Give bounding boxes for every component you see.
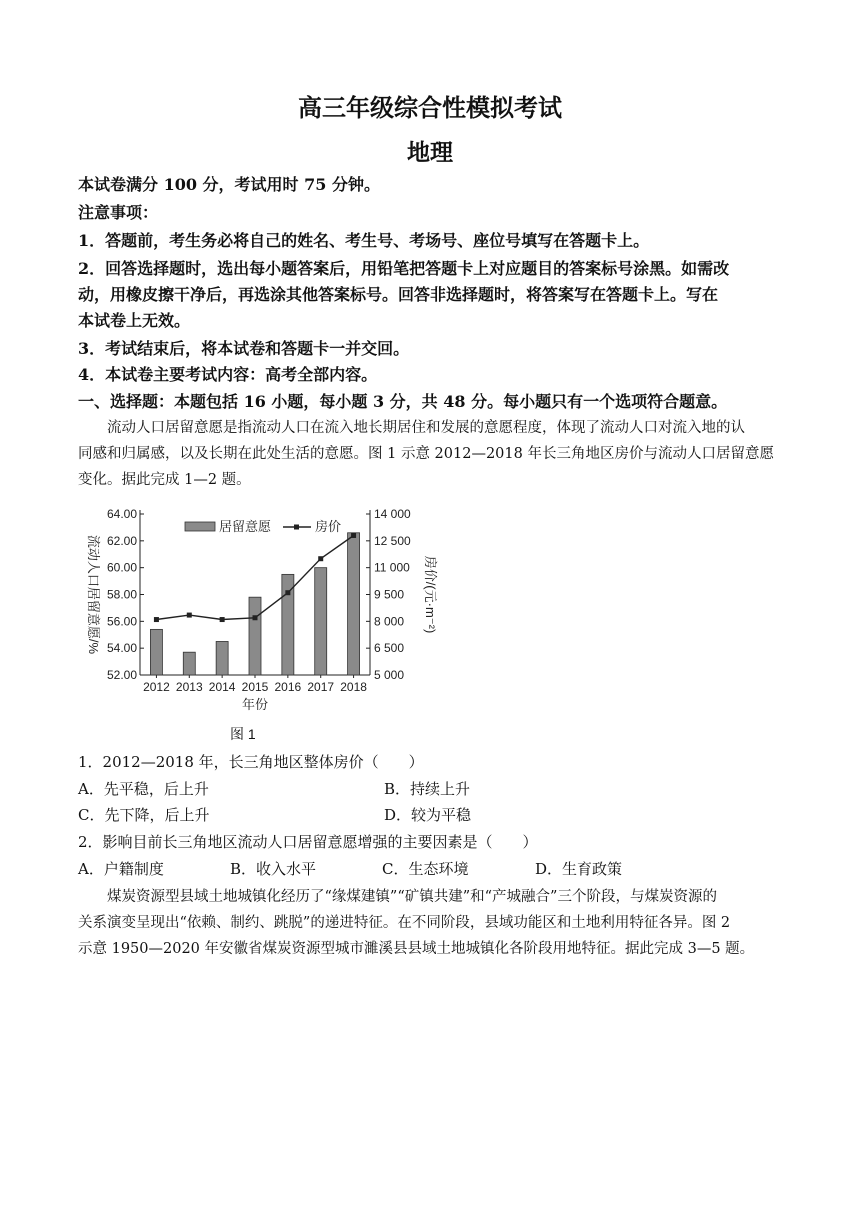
y-left-tick-label: 58.00 bbox=[106, 587, 137, 602]
notice-item-2-end: 本试卷上无效。 bbox=[78, 311, 191, 330]
bar-2016 bbox=[282, 574, 294, 675]
price-point-2015 bbox=[253, 615, 258, 620]
q2-option-a[interactable]: A．户籍制度 bbox=[78, 860, 164, 878]
bar-2013 bbox=[183, 652, 195, 675]
y-left-tick-label: 62.00 bbox=[106, 533, 137, 548]
passage2-line-2: 关系演变呈现出“依赖、制约、跳脱”的递进特征。在不同阶段，县域功能区和土地利用特征各异。图 2 bbox=[78, 915, 731, 931]
legend-line-marker bbox=[294, 525, 299, 530]
section-heading: 一、选择题：本题包括 16 小题，每小题 3 分，共 48 分。每小题只有一个选项符合题意。 bbox=[78, 392, 728, 411]
y-right-tick-label: 9 500 bbox=[374, 587, 405, 602]
notice-heading: 注意事项： bbox=[78, 203, 159, 222]
bar-2017 bbox=[315, 568, 327, 675]
q1-option-b[interactable]: B．持续上升 bbox=[384, 780, 471, 798]
chart-svg bbox=[80, 500, 440, 715]
y-right-tick-label: 12 500 bbox=[374, 533, 411, 548]
price-point-2017 bbox=[318, 556, 323, 561]
bar-2014 bbox=[216, 641, 228, 675]
legend-line-label: 房价 bbox=[315, 519, 342, 534]
subject-title: 地理 bbox=[407, 139, 453, 166]
x-tick-label-2012: 2012 bbox=[143, 680, 170, 694]
y-left-axis-label: 流动人口居留意愿/% bbox=[86, 534, 101, 655]
q2-option-d[interactable]: D．生育政策 bbox=[535, 860, 623, 878]
y-right-axis-label: 房价/(元·m⁻²) bbox=[423, 555, 438, 634]
q1-option-a[interactable]: A．先平稳，后上升 bbox=[78, 780, 209, 798]
figure-1-caption: 图 1 bbox=[230, 726, 256, 742]
notice-item-4: 4．本试卷主要考试内容：高考全部内容。 bbox=[78, 365, 378, 384]
x-axis-label: 年份 bbox=[241, 697, 269, 712]
legend-bar-label: 居留意愿 bbox=[219, 519, 272, 534]
bar-2015 bbox=[249, 597, 261, 675]
x-tick-label-2016: 2016 bbox=[274, 680, 302, 694]
x-tick-label-2013: 2013 bbox=[175, 680, 203, 694]
question-2-stem: 2．影响目前长三角地区流动人口居留意愿增强的主要因素是（ ） bbox=[78, 833, 538, 851]
x-tick-label-2018: 2018 bbox=[340, 680, 367, 694]
bar-2012 bbox=[150, 629, 162, 675]
y-right-tick-label: 11 000 bbox=[374, 560, 410, 575]
y-left-tick-label: 54.00 bbox=[106, 641, 137, 656]
passage1-line-1: 流动人口居留意愿是指流动人口在流入地长期居住和发展的意愿程度，体现了流动人口对流入地的认 bbox=[107, 420, 745, 436]
price-point-2016 bbox=[285, 590, 290, 595]
notice-item-1: 1．答题前，考生务必将自己的姓名、考生号、考场号、座位号填写在答题卡上。 bbox=[78, 231, 650, 250]
passage1-line-3: 变化。据此完成 1—2 题。 bbox=[78, 472, 251, 488]
price-point-2013 bbox=[187, 613, 192, 618]
passage2-line-1: 煤炭资源型县域土地城镇化经历了“缘煤建镇”“矿镇共建”和“产城融合”三个阶段，与煤炭资源的 bbox=[107, 889, 717, 905]
y-right-tick-label: 6 500 bbox=[374, 641, 405, 656]
y-left-tick-label: 64.00 bbox=[106, 507, 137, 521]
y-left-tick-label: 52.00 bbox=[106, 668, 137, 682]
q1-option-c[interactable]: C．先下降，后上升 bbox=[78, 806, 210, 824]
y-right-tick-label: 8 000 bbox=[374, 614, 405, 629]
price-point-2018 bbox=[351, 533, 356, 538]
bar-2018 bbox=[348, 533, 360, 675]
price-point-2014 bbox=[220, 617, 225, 622]
question-1-stem: 1．2012—2018 年，长三角地区整体房价（ ） bbox=[78, 753, 424, 771]
x-tick-label-2015: 2015 bbox=[241, 680, 269, 694]
y-left-tick-label: 56.00 bbox=[106, 614, 137, 629]
figure-1-chart bbox=[80, 500, 440, 715]
q2-option-c[interactable]: C．生态环境 bbox=[382, 860, 469, 878]
legend-bar-swatch bbox=[185, 522, 215, 531]
chart-legend bbox=[185, 519, 341, 534]
passage1-line-2: 同感和归属感，以及长期在此处生活的意愿。图 1 示意 2012—2018 年长三角地区房价与流动人口居留意愿 bbox=[78, 446, 774, 462]
price-point-2012 bbox=[154, 617, 159, 622]
q1-option-d[interactable]: D．较为平稳 bbox=[384, 806, 472, 824]
q2-option-b[interactable]: B．收入水平 bbox=[230, 860, 317, 878]
x-tick-label-2014: 2014 bbox=[208, 680, 236, 694]
y-right-tick-label: 14 000 bbox=[374, 507, 411, 521]
y-left-tick-label: 60.00 bbox=[106, 560, 137, 575]
exam-title: 高三年级综合性模拟考试 bbox=[298, 93, 562, 122]
notice-item-2: 2．回答选择题时，选出每小题答案后，用铅笔把答题卡上对应题目的答案标号涂黑。如需改 bbox=[78, 259, 730, 278]
y-right-tick-label: 5 000 bbox=[374, 668, 405, 682]
notice-item-2-cont: 动，用橡皮擦干净后，再选涂其他答案标号。回答非选择题时，将答案写在答题卡上。写在 bbox=[78, 285, 719, 304]
notice-item-3: 3．考试结束后，将本试卷和答题卡一并交回。 bbox=[78, 339, 410, 358]
score-line: 本试卷满分 100 分，考试用时 75 分钟。 bbox=[78, 175, 380, 194]
x-tick-label-2017: 2017 bbox=[307, 680, 335, 694]
passage2-line-3: 示意 1950—2020 年安徽省煤炭资源型城市濉溪县县域土地城镇化各阶段用地特征。据此完成 3—5 题。 bbox=[78, 941, 755, 957]
